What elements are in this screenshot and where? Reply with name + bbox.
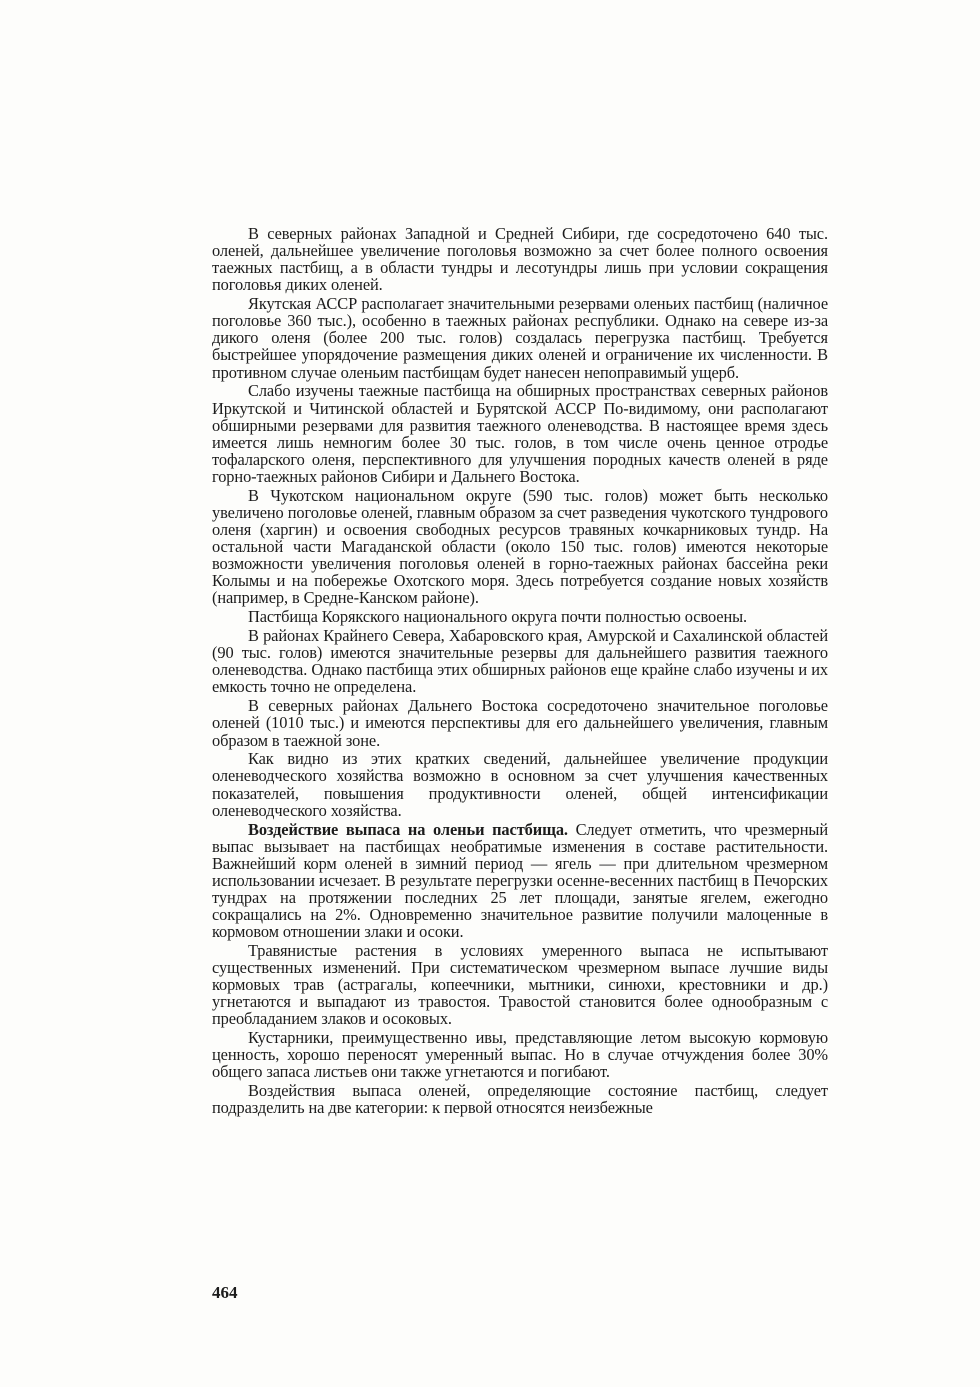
body-text [212, 225, 828, 1118]
paragraph-2: Якутская АССР располагает значительными резервами оленьих пастбищ (наличное поголовье 360 тыс.), особенно в таежных районах республики. Однако на севере из-за дикого оленя (более 200 тыс. голов) создалась перегрузка пастбищ. Требуется быстрейшее упорядочение размещения диких оленей и ограничение их численности. В противном случае оленьим пастбищам будет нанесен непоправимый ущерб. [212, 294, 828, 382]
paragraph-11: Кустарники, преимущественно ивы, представляющие летом высокую кормовую ценность, хорошо переносят умеренный выпас. Но в случае отчуждения более 30% общего запаса листьев они также угнетаются и погибают. [212, 1028, 828, 1082]
paragraph-8: Как видно из этих кратких сведений, дальнейшее увеличение продукции оленеводческого хозяйства возможно в основном за счет улучшения качественных показателей, повышения продуктивности оленей, общей интенсификации оленеводческого хозяйства. [212, 749, 828, 820]
paragraph-12: Воздействия выпаса оленей, определяющие состояние пастбищ, следует подразделить на две категории: к первой относятся неизбежные [212, 1081, 828, 1118]
paragraph-6: В районах Крайнего Севера, Хабаровского края, Амурской и Сахалинской областей (90 тыс. голов) имеются значительные резервы для дальнейшего развития таежного оленеводства. Однако пастбища этих обширных районов еще крайне слабо изучены и их емкость точно не определена. [212, 626, 828, 697]
paragraph-4: В Чукотском национальном округе (590 тыс. голов) может быть несколько увеличено поголовье оленей, главным образом за счет разведения чукотского тундрового оленя (харгин) и освоения свободных ресурсов травяных кочкарниковых тундр. На остальной части Магаданской области (около 150 тыс. голов) имеются некоторые возможности увеличения поголовья оленей в горно-таежных районах бассейна реки Колымы и на побережье Охотского моря. Здесь потребуется создание новых хозяйств (например, в Средне-Канском районе). [212, 485, 828, 608]
paragraph-10: Травянистые растения в условиях умеренного выпаса не испытывают существенных изменений. При систематическом чрезмерном выпасе лучшие виды кормовых трав (астрагалы, копеечники, мытники, синюхи, крестовники и др.) угнетаются и выпадают из травостоя. Травостой становится более однообразным с преобладанием злаков и осоковых. [212, 941, 828, 1029]
paragraph-9: Воздействие выпаса на оленьи пастбища. Следует отметить, что чрезмерный выпас вызывает на пастбищах необратимые изменения в составе растительности. Важнейший корм оленей в зимний период — ягель — при длительном чрезмерном использовании исчезает. В результате перегрузки осенне-весенних пастбищ в Печорских тундрах на протяжении последних 25 лет площади, занятые ягелем, ежегодно сокращались на 2%. Одновременно значительное развитие получили малоценные в кормовом отношении злаки и осоки. [212, 819, 828, 942]
section-heading: Воздействие выпаса на оленьи пастбища. [248, 819, 568, 839]
paragraph-3: Слабо изучены таежные пастбища на обширных пространствах северных районов Иркутской и Читинской областей и Бурятской АССР По-видимому, они располагают обширными резервами для развития таежного оленеводства. В настоящее время здесь имеется лишь немногим более 30 тыс. голов, в том числе очень ценное отродье тофаларского оленя, перспективного для улучшения породных качеств оленей в ряде горно-таежных районов Сибири и Дальнего Востока. [212, 381, 828, 486]
paragraph-5: Пастбища Корякского национального округа почти полностью освоены. [248, 607, 748, 627]
paragraph-7: В северных районах Дальнего Востока сосредоточено значительное поголовье оленей (1010 тыс.) и имеются перспективы для его дальнейшего увеличения, главным образом в таежной зоне. [212, 696, 828, 750]
page-number: 464 [212, 1283, 238, 1302]
paragraph-1: В северных районах Западной и Средней Сибири, где сосредоточено 640 тыс. оленей, дальнейшее увеличение поголовья возможно за счет более полного освоения таежных пастбищ, а в области тундры и лесотундры лишь при условии сокращения поголовья диких оленей. [212, 224, 828, 295]
